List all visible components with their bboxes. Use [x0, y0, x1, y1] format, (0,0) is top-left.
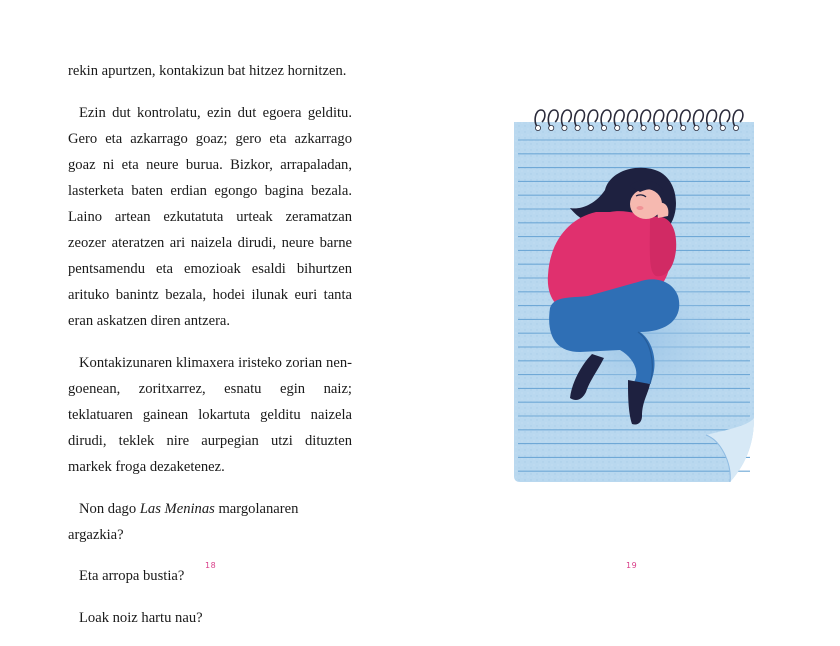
spiral-hole	[535, 125, 540, 130]
paragraph: Ezin dut kontrolatu, ezin dut egoera gelditu. Gero eta azkarrago goaz; gero eta azkarrago goaz ni eta neure burua. Bizkor, arrapaladan, lasterketa baten erdian egongo bagina bezala. Laino artean ezkutatuta urteak zeramatzan zeozer ateratzen ari naizela dirudi, neure barne pentsamendu eta emozioak esaldi bihurtzen arituko banintz bezala, hodei ilunak euri tanta eran askatzen diren antzera.	[68, 104, 352, 330]
right-page	[420, 0, 840, 596]
page-number: 19	[626, 561, 638, 570]
paragraph: Kontakizunaren klimaxera iristeko zorian nengoenean, zoritxarrez, esnatu egin naiz; teklatuaren gainean lokartuta gelditu naizela dirudi, teklek nire aurpegian utzi dituzten markek froga dezaketenez.	[68, 354, 352, 476]
spiral-hole	[588, 125, 593, 130]
question-line: Loak noiz hartu nau?	[79, 609, 203, 626]
spiral-hole	[654, 125, 659, 130]
body-text	[68, 58, 352, 646]
spiral-hole	[667, 125, 672, 130]
spiral-hole	[562, 125, 567, 130]
left-page	[0, 0, 420, 626]
question-text: margolanaren argazkia?	[68, 500, 299, 543]
paragraph: rekin apurtzen, kontakizun bat hitzez hornitzen.	[68, 63, 347, 79]
spiral-hole	[615, 125, 620, 130]
spiral-hole	[733, 125, 738, 130]
page-number: 18	[205, 561, 217, 570]
spiral-hole	[628, 125, 633, 130]
spiral-hole	[694, 125, 699, 130]
notebook-illustration	[500, 100, 760, 490]
spiral-hole	[720, 125, 725, 130]
question-text: Non dago	[79, 500, 140, 517]
spiral-hole	[641, 125, 646, 130]
question-line	[68, 496, 352, 548]
spiral-hole	[549, 125, 554, 130]
spiral-hole	[575, 125, 580, 130]
question-line: Eta arropa bustia?	[79, 568, 185, 585]
spiral-hole	[707, 125, 712, 130]
spiral-hole	[681, 125, 686, 130]
spiral-hole	[601, 125, 606, 130]
painting-title: Las Meninas	[139, 500, 215, 517]
